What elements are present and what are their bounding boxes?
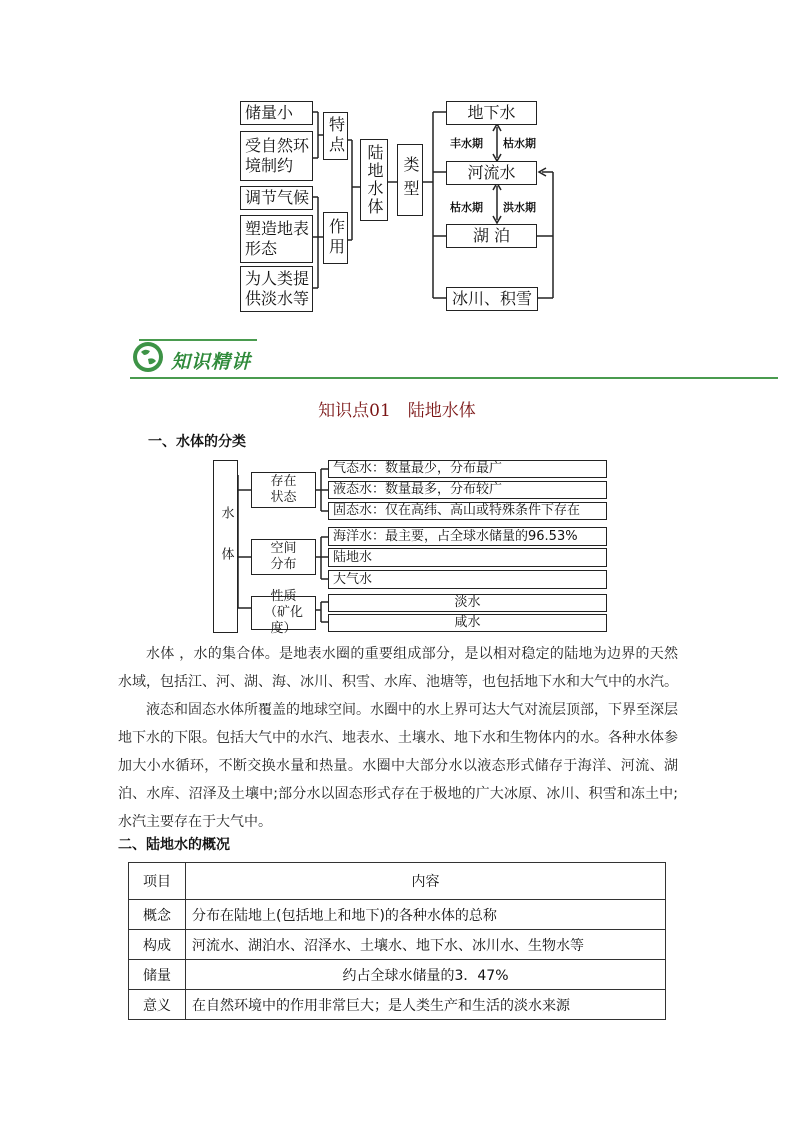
land-water-table [128, 862, 666, 1020]
classification-root-label: 水体 [218, 505, 234, 588]
arrow-label-high-water-1: 丰水期 [450, 137, 483, 150]
table-cell-label: 储量 [129, 960, 186, 990]
table-cell-value: 分布在陆地上(包括地上和地下)的各种水体的总称 [186, 900, 666, 930]
role-item-landform: 塑造地表形态 [240, 215, 313, 263]
char-item-storage: 储量小 [240, 101, 313, 125]
table-header-item: 项目 [129, 863, 186, 900]
table-cell-label: 意义 [129, 990, 186, 1020]
item-salt-water: 咸水 [328, 614, 607, 632]
item-land-water: 陆地水 [328, 548, 607, 567]
char-group-label: 特点 [323, 112, 348, 160]
table-cell-value: 约占全球水储量的3．47% [186, 960, 666, 990]
center-land-water: 陆地水体 [360, 139, 388, 221]
group-mineralization: 性质（矿化度） [251, 596, 316, 630]
item-atmospheric-water: 大气水 [328, 570, 607, 589]
table-row [129, 900, 666, 930]
type-lake: 湖 泊 [446, 224, 537, 248]
type-glacier-snow: 冰川、积雪 [446, 287, 538, 311]
paragraph-water-body: 水体 ，水的集合体。是地表水圈的重要组成部分，是以相对稳定的陆地为边界的天然水域，包括江、河、湖、海、冰川、积雪、水库、池塘等，也包括地下水和大气中的水汽。 [118, 646, 678, 690]
arrow-label-flood: 洪水期 [503, 201, 536, 214]
type-groundwater: 地下水 [446, 101, 537, 125]
arrow-label-low-water-1: 枯水期 [503, 137, 536, 150]
role-item-climate: 调节气候 [240, 186, 313, 210]
knowledge-point-title: 知识点01 陆地水体 [318, 401, 476, 421]
char-item-constraint: 受自然环境制约 [240, 131, 313, 181]
paragraph-hydrosphere: 液态和固态水体所覆盖的地球空间。水圈中的水上界可达大气对流层顶部，下界至深层地下水的下限。包括大气中的水汽、地表水、土壤水、地下水和生物体内的水。各种水体参加大小水循环，不断交换水量和热量。水圈中大部分水以液态形式储存于海洋、河流、湖泊、水库、沼泽及土壤中;部分水以固态形式存在于极地的广大冰原、冰川、积雪和冻土中;水汽主要存在于大气中。 [118, 702, 678, 830]
item-liquid-water: 液态水：数量最多，分布较广 [328, 481, 607, 499]
role-group-label: 作用 [323, 212, 348, 264]
table-row [129, 960, 666, 990]
item-solid-water: 固态水：仅在高纬、高山或特殊条件下存在 [328, 502, 607, 520]
item-ocean-water: 海洋水：最主要，占全球水储量的96.53% [328, 527, 607, 546]
role-item-freshwater: 为人类提供淡水等 [240, 266, 313, 312]
type-river-water: 河流水 [446, 161, 537, 185]
table-header-content: 内容 [186, 863, 666, 900]
type-label: 类型 [397, 144, 423, 216]
table-cell-value: 河流水、湖泊水、沼泽水、土壤水、地下水、冰川水、生物水等 [186, 930, 666, 960]
section1-heading: 一、水体的分类 [148, 434, 246, 450]
table-row [129, 930, 666, 960]
table-cell-label: 概念 [129, 900, 186, 930]
section2-heading: 二、陆地水的概况 [118, 837, 230, 853]
table-cell-label: 构成 [129, 930, 186, 960]
item-gaseous-water: 气态水：数量最少，分布最广 [328, 460, 607, 478]
item-fresh-water: 淡水 [328, 594, 607, 612]
classification-root [213, 460, 238, 633]
table-cell-value: 在自然环境中的作用非常巨大；是人类生产和生活的淡水来源 [186, 990, 666, 1020]
group-distribution: 空间分布 [251, 539, 316, 575]
arrow-label-low-water-2: 枯水期 [450, 201, 483, 214]
group-state: 存在状态 [251, 472, 316, 508]
banner-title: 知识精讲 [171, 351, 252, 373]
table-row [129, 990, 666, 1020]
table-header-row [129, 863, 666, 900]
